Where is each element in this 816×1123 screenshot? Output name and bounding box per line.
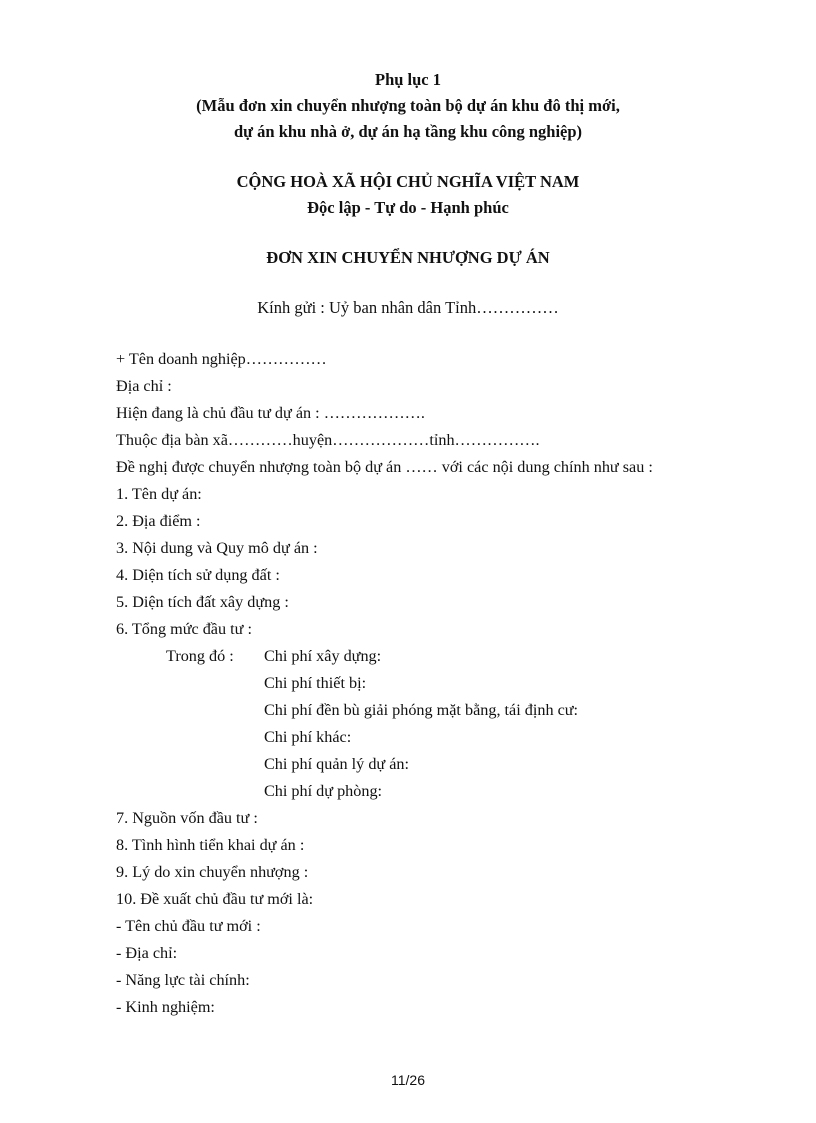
address-line: Địa chỉ : [116, 377, 172, 395]
item-9: 9. Lý do xin chuyển nhượng : [116, 863, 309, 881]
appendix-subtitle-line2: dự án khu nhà ở, dự án hạ tầng khu công nghiệp) [233, 122, 583, 141]
company-name-line: + Tên doanh nghiệp…………… [116, 350, 327, 368]
item-1: 1. Tên dự án: [116, 485, 202, 503]
item-3: 3. Nội dung và Quy mô dự án : [116, 539, 318, 557]
location-line: Thuộc địa bàn xã…………huyện………………tỉnh……………. [116, 431, 540, 449]
cost-item: Chi phí thiết bị: [264, 674, 367, 692]
cost-item: Chi phí đền bù giải phóng mặt bằng, tái định cư: [264, 701, 579, 719]
new-owner-item: - Địa chỉ: [116, 944, 178, 962]
item-6: 6. Tổng mức đầu tư : [116, 620, 252, 638]
cost-item: Chi phí dự phòng: [264, 782, 383, 800]
item-5: 5. Diện tích đất xây dựng : [116, 593, 289, 611]
form-title: ĐƠN XIN CHUYỂN NHƯỢNG DỰ ÁN [266, 248, 550, 267]
cost-item: Chi phí khác: [264, 728, 352, 746]
cost-item: Chi phí quản lý dự án: [264, 755, 410, 773]
new-owner-item: - Năng lực tài chính: [116, 971, 250, 989]
appendix-subtitle-line1: (Mẫu đơn xin chuyển nhượng toàn bộ dự án khu đô thị mới, [196, 96, 620, 115]
request-line: Đề nghị được chuyển nhượng toàn bộ dự án …… với các nội dung chính như sau : [116, 458, 653, 476]
appendix-title: Phụ lục 1 [374, 70, 442, 89]
new-owner-item: - Kinh nghiệm: [116, 998, 215, 1016]
national-header-motto: Độc lập - Tự do - Hạnh phúc [307, 198, 509, 217]
item-2: 2. Địa điểm : [116, 512, 201, 530]
current-owner-line: Hiện đang là chủ đầu tư dự án : ………………. [116, 404, 425, 422]
item-10: 10. Đề xuất chủ đầu tư mới là: [116, 890, 314, 908]
new-owner-item: - Tên chủ đầu tư mới : [116, 917, 261, 935]
item-8: 8. Tình hình tiển khai dự án : [116, 836, 305, 854]
addressee-line: Kính gửi : Uỷ ban nhân dân Tỉnh…………… [257, 298, 559, 317]
item-7: 7. Nguồn vốn đầu tư : [116, 809, 258, 827]
item-6-breakdown-label: Trong đó : [166, 647, 234, 665]
page-number: 11/26 [391, 1072, 425, 1088]
national-header-country: CỘNG HOÀ XÃ HỘI CHỦ NGHĨA VIỆT NAM [236, 172, 580, 191]
item-4: 4. Diện tích sử dụng đất : [116, 566, 280, 584]
cost-item: Chi phí xây dựng: [264, 647, 382, 665]
